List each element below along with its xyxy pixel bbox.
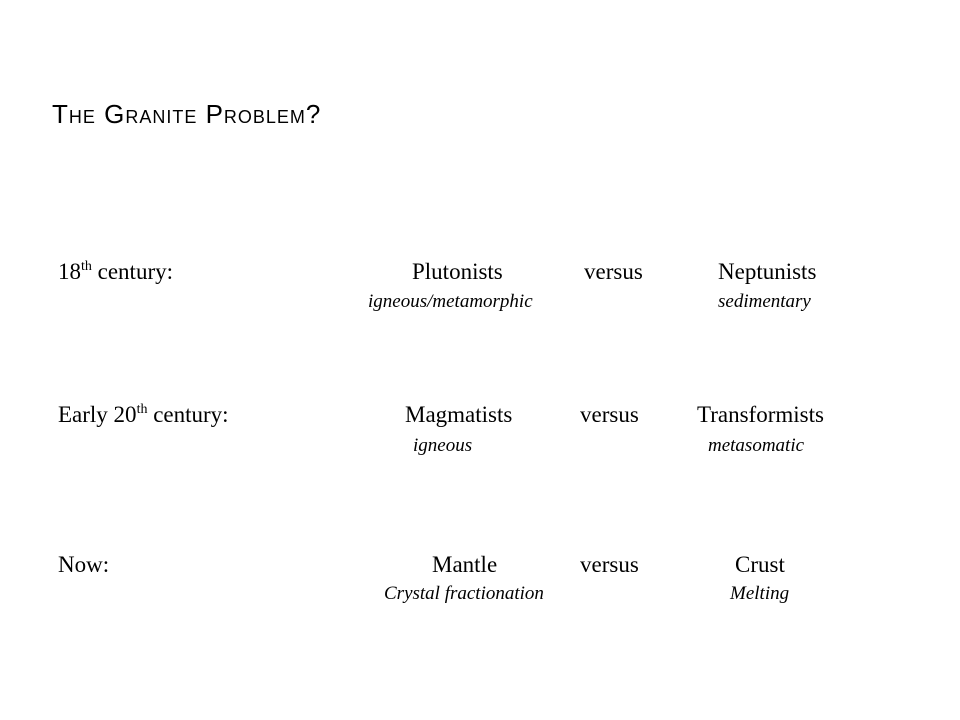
right-subtitle: sedimentary xyxy=(718,291,811,312)
left-term: Magmatists xyxy=(405,402,513,427)
versus-connector: versus xyxy=(580,402,639,427)
left-subtitle: igneous xyxy=(413,435,473,456)
left-term: Mantle xyxy=(432,552,498,577)
row-label-suffix: century: xyxy=(147,402,229,427)
right-term: Neptunists xyxy=(718,259,817,284)
right-term: Transformists xyxy=(697,402,824,427)
row-label-superscript: th xyxy=(136,402,148,417)
left-term: Plutonists xyxy=(412,259,503,284)
row-label-prefix: Now: xyxy=(58,552,110,577)
versus-connector: versus xyxy=(580,552,639,577)
versus-connector: versus xyxy=(584,259,643,284)
left-subtitle: igneous/metamorphic xyxy=(368,291,533,312)
row-label-prefix: 18 xyxy=(58,259,81,284)
row-label xyxy=(58,260,173,283)
row-label xyxy=(58,403,229,426)
row-label xyxy=(58,553,109,576)
row-label-superscript: th xyxy=(81,259,92,274)
right-term: Crust xyxy=(735,552,785,577)
left-subtitle: Crystal fractionation xyxy=(384,583,544,604)
right-subtitle: metasomatic xyxy=(708,435,805,456)
row-label-prefix: Early 20 xyxy=(58,402,137,427)
right-subtitle: Melting xyxy=(730,583,790,604)
row-label-suffix: century: xyxy=(91,259,173,284)
slide-title: The Granite Problem? xyxy=(52,99,322,129)
